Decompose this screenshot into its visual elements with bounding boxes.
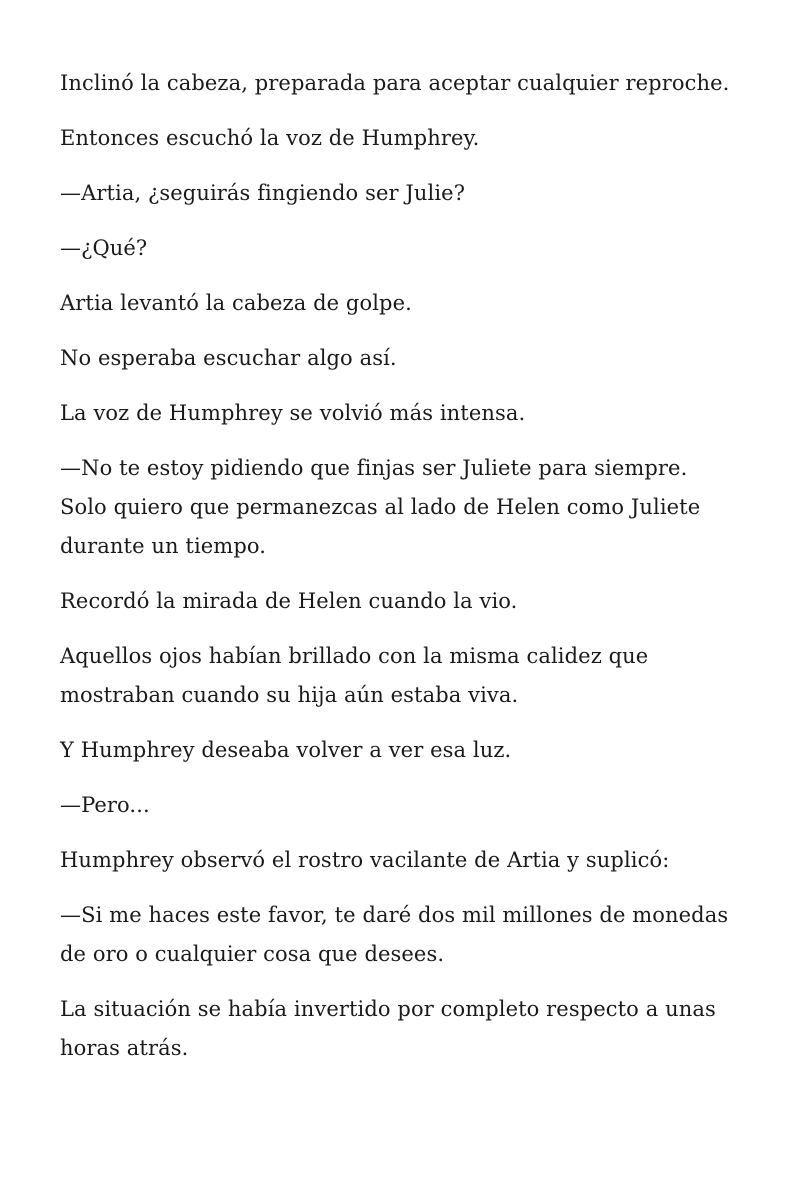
paragraph: La voz de Humphrey se volvió más intensa. [60, 401, 526, 425]
document-page [60, 64, 740, 1084]
paragraph: Humphrey observó el rostro vacilante de Artia y suplicó: [60, 848, 670, 872]
paragraph: Aquellos ojos habían brillado con la misma calidez que mostraban cuando su hija aún estaba viva. [60, 644, 649, 707]
paragraph: —No te estoy pidiendo que finjas ser Juliete para siempre. Solo quiero que permanezcas al lado de Helen como Juliete durante un tiempo. [60, 456, 701, 558]
paragraph: La situación se había invertido por completo respecto a unas horas atrás. [60, 997, 716, 1060]
paragraph: Y Humphrey deseaba volver a ver esa luz. [60, 738, 512, 762]
paragraph: —¿Qué? [60, 236, 148, 260]
paragraph: —Pero... [60, 793, 150, 817]
paragraph: Entonces escuchó la voz de Humphrey. [60, 126, 480, 150]
paragraph: Recordó la mirada de Helen cuando la vio. [60, 589, 518, 613]
paragraph: —Artia, ¿seguirás fingiendo ser Julie? [60, 181, 466, 205]
paragraph: No esperaba escuchar algo así. [60, 346, 397, 370]
paragraph: —Si me haces este favor, te daré dos mil millones de monedas de oro o cualquier cosa que desees. [60, 903, 729, 966]
paragraph: Inclinó la cabeza, preparada para aceptar cualquier reproche. [60, 71, 730, 95]
paragraph: Artia levantó la cabeza de golpe. [60, 291, 412, 315]
